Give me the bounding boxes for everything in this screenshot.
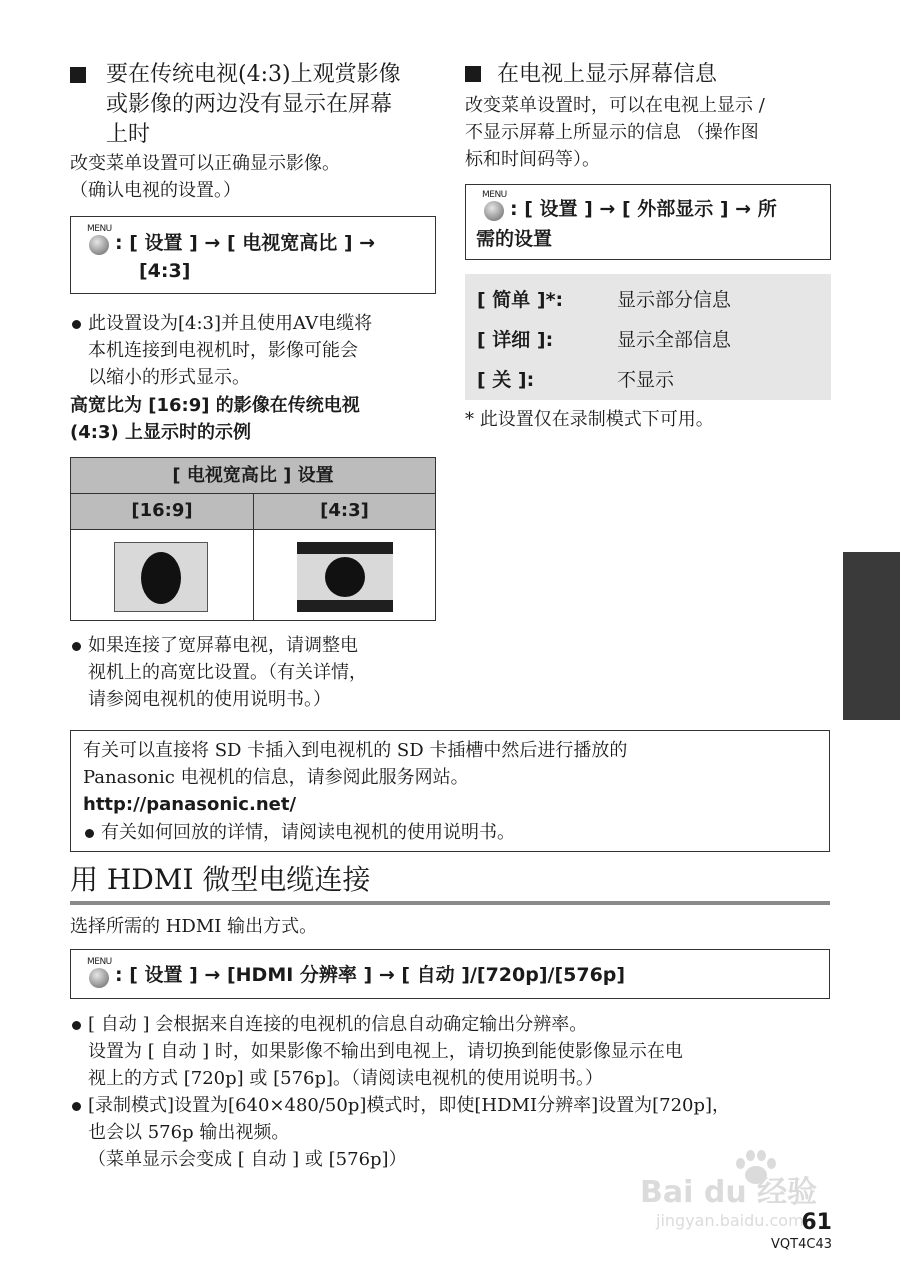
right-menu-path-line2: 需的设置 — [476, 228, 553, 250]
right-footnote: * 此设置仅在录制模式下可用。 — [465, 409, 714, 430]
square-bullet-icon — [465, 66, 481, 82]
example-caption-line2: (4:3) 上显示时的示例 — [70, 422, 251, 443]
square-bullet-icon — [70, 67, 86, 83]
option-value-simple: 显示部分信息 — [617, 289, 732, 311]
hdmi-intro: 选择所需的 HDMI 输出方式。 — [70, 916, 318, 937]
left-bullet1-line3: 以缩小的形式显示。 — [88, 367, 250, 388]
option-row — [477, 282, 827, 318]
info-url-link[interactable]: http://panasonic.net/ — [83, 794, 297, 815]
right-heading — [465, 60, 835, 90]
menu-icon-label: MENU — [482, 190, 507, 200]
table-col2-text: [4:3] — [320, 500, 369, 521]
right-intro-line1: 改变菜单设置时，可以在电视上显示 / — [465, 95, 765, 116]
left-bullet2-line1: 如果连接了宽屏幕电视，请调整电 — [88, 635, 358, 656]
hdmi-menu-box — [70, 949, 830, 999]
option-row — [477, 362, 827, 398]
chapter-side-tab — [843, 552, 900, 720]
left-bullet1-line2: 本机连接到电视机时，影像可能会 — [88, 340, 358, 361]
illustration-16-9-screen — [114, 542, 208, 612]
option-value-off: 不显示 — [617, 369, 675, 391]
table-col2-header — [254, 494, 435, 530]
left-bullet2-line3: 请参阅电视机的使用说明书。） — [88, 689, 331, 710]
table-header-text: [ 电视宽高比 ] 设置 — [172, 465, 334, 486]
table-col1-header — [71, 494, 254, 530]
option-label-simple: [ 简单 ]*: — [477, 289, 564, 311]
left-heading-line1: 要在传统电视(4:3)上观赏影像 — [106, 62, 401, 87]
hdmi-bullet1-line1: [ 自动 ] 会根据来自连接的电视机的信息自动确定输出分辨率。 — [88, 1014, 588, 1035]
info-line1: 有关可以直接将 SD 卡插入到电视机的 SD 卡插槽中然后进行播放的 — [83, 740, 628, 761]
hdmi-bullet2-line3: （菜单显示会变成 [ 自动 ] 或 [576p]） — [88, 1149, 407, 1170]
hdmi-bullet2-line2: 也会以 576p 输出视频。 — [88, 1122, 290, 1143]
menu-icon-label: MENU — [87, 224, 112, 234]
left-heading-line2: 或影像的两边没有显示在屏幕 — [106, 92, 393, 117]
menu-icon-label: MENU — [87, 957, 112, 967]
table-header — [71, 458, 435, 494]
option-label-detail: [ 详细 ]: — [477, 329, 554, 351]
illustration-4-3-screen — [297, 542, 393, 612]
watermark-url: jingyan.baidu.com — [656, 1211, 804, 1230]
left-bullet2-line2: 视机上的高宽比设置。（有关详情， — [88, 662, 367, 683]
right-heading-text: 在电视上显示屏幕信息 — [497, 62, 718, 87]
ellipse-shape-icon — [141, 552, 181, 604]
hdmi-menu-path: : [ 设置 ] → [HDMI 分辨率 ] → [ 自动 ]/[720p]/[576p] — [115, 964, 626, 986]
option-row — [477, 322, 827, 358]
aspect-example-table — [70, 457, 436, 621]
info-line2: Panasonic 电视机的信息，请参阅此服务网站。 — [83, 767, 469, 788]
hdmi-section-title — [70, 860, 370, 900]
options-table — [465, 274, 831, 400]
bullet-dot-icon — [72, 1021, 81, 1030]
table-col1-text: [16:9] — [131, 500, 193, 521]
left-bullet1-line1: 此设置设为[4:3]并且使用AV电缆将 — [88, 313, 373, 334]
hdmi-bullet1 — [70, 1011, 840, 1092]
left-menu-path-line1: : [ 设置 ] → [ 电视宽高比 ] → — [115, 232, 376, 254]
right-menu-box — [465, 184, 831, 260]
hdmi-bullet1-line2: 设置为 [ 自动 ] 时，如果影像不输出到电视上，请切换到能使影像显示在电 — [88, 1041, 683, 1062]
left-intro — [70, 150, 450, 204]
hdmi-title-text: 用 HDMI 微型电缆连接 — [70, 863, 371, 896]
example-caption — [70, 392, 450, 446]
option-label-off: [ 关 ]: — [477, 369, 535, 391]
section-divider — [70, 901, 830, 905]
hdmi-bullet1-line3: 视上的方式 [720p] 或 [576p]。（请阅读电视机的使用说明书。） — [88, 1068, 604, 1089]
left-intro-line2: （确认电视的设置。） — [70, 180, 241, 201]
bullet-dot-icon — [72, 642, 81, 651]
right-intro — [465, 92, 835, 173]
bullet-dot-icon — [85, 829, 94, 838]
right-menu-path-line1: : [ 设置 ] → [ 外部显示 ] → 所 — [510, 198, 777, 220]
left-menu-path-line2: [4:3] — [139, 260, 191, 282]
left-bullet2 — [70, 632, 450, 713]
right-intro-line3: 标和时间码等）。 — [465, 149, 600, 170]
menu-button-icon — [87, 958, 111, 988]
option-value-detail: 显示全部信息 — [617, 329, 732, 351]
left-heading-line3: 上时 — [106, 122, 151, 147]
left-menu-box — [70, 216, 436, 294]
page-number: 61 — [801, 1210, 832, 1235]
model-code: VQT4C43 — [771, 1237, 832, 1252]
info-bullet: 有关如何回放的详情，请阅读电视机的使用说明书。 — [101, 822, 515, 843]
left-bullet1 — [70, 310, 450, 391]
left-intro-line1: 改变菜单设置可以正确显示影像。 — [70, 153, 340, 174]
example-caption-line1: 高宽比为 [16:9] 的影像在传统电视 — [70, 395, 360, 416]
bullet-dot-icon — [72, 320, 81, 329]
info-box — [70, 730, 830, 852]
bullet-dot-icon — [72, 1102, 81, 1111]
circle-shape-icon — [325, 557, 365, 597]
menu-button-icon — [482, 191, 506, 221]
menu-button-icon — [87, 225, 111, 255]
left-heading — [70, 60, 450, 150]
hdmi-bullet2-line1: [录制模式]设置为[640×480/50p]模式时，即使[HDMI分辨率]设置为[720p]， — [88, 1095, 731, 1116]
right-intro-line2: 不显示屏幕上所显示的信息 （操作图 — [465, 122, 759, 143]
watermark-logo-text: Bai du 经验 — [640, 1175, 818, 1210]
